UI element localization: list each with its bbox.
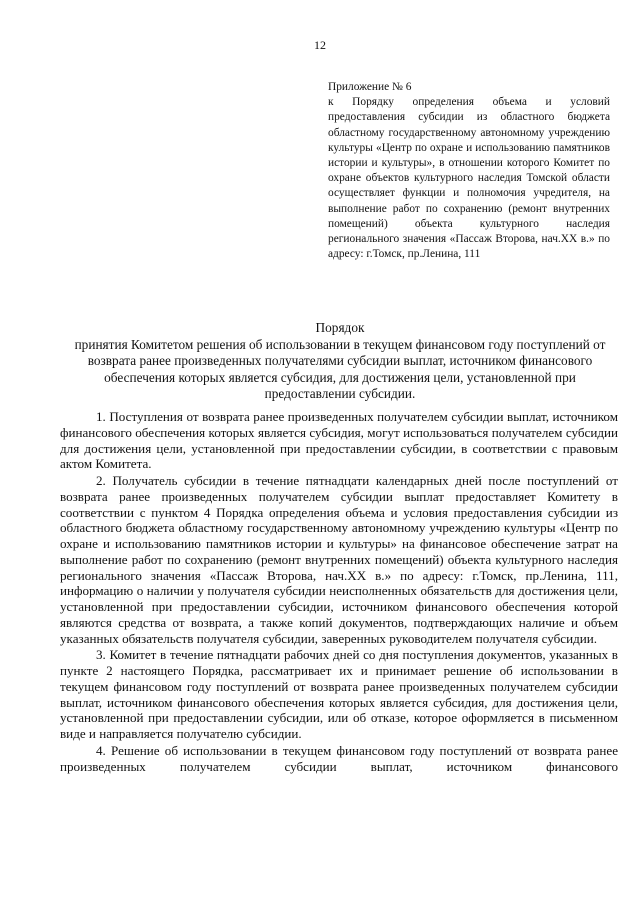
paragraph-3: 3. Комитет в течение пятнадцати рабочих дней со дня поступления документов, указанных в пункте 2 настоящего Порядка, рассматривает их и принимает решение об использовании в текущем финансовом году поступлений от возврата ранее произведенных получателем субсидии выплат, источником финансового обеспечения которых является субсидия, для достижения цели, установленной при предоставлении субсидии, или об отказе, которое оформляется в письменном виде и направляется получателю субсидии. bbox=[60, 647, 618, 741]
document-subtitle: принятия Комитетом решения об использовании в текущем финансовом году поступлений от возврата ранее произведенных получателями субсидии выплат, источником финансового обеспечения которых является субсидия, для достижения цели, установленной при предоставлении субсидии. bbox=[74, 336, 606, 402]
page-number: 12 bbox=[314, 38, 326, 52]
paragraph-4: 4. Решение об использовании в текущем финансовом году поступлений от возврата ранее произведенных получателем субсидии выплат, источником финансового bbox=[60, 742, 618, 774]
appendix-block bbox=[328, 80, 610, 262]
paragraph-1: 1. Поступления от возврата ранее произведенных получателем субсидии выплат, источником финансового обеспечения которых является субсидия, могут использоваться получателем субсидии для достижения цели, установленной при предоставлении субсидии, в соответствии с правовым актом Комитета. bbox=[60, 409, 618, 472]
document-title-block bbox=[60, 320, 620, 403]
document-body bbox=[60, 409, 618, 775]
paragraph-2: 2. Получатель субсидии в течение пятнадцати календарных дней после поступлений от возврата ранее произведенных получателем субсидии выплат предоставляет Комитету в соответствии с пунктом 4 Порядка определения объема и условия предоставления субсидии из областного бюджета областному государственному автономному учреждению культуры «Центр по охране и использованию памятников истории и культуры» на финансовое обеспечение затрат на выполнение работ по сохранению (ремонт внутренних помещений) объекта культурного наследия регионального значения «Пассаж Второва, нач.XX в.» по адресу: г.Томск, пр.Ленина, 111, информацию о наличии у получателя субсидии неисполненных обязательств для достижения цели, установленной при предоставлении субсидии, источником финансового обеспечения которой являются средства от возврата, а также копий документов, подтверждающих наличие и объем указанных обязательств получателя субсидии, заверенных руководителем получателя субсидии. bbox=[60, 473, 618, 646]
document-heading: Порядок bbox=[315, 320, 365, 335]
appendix-title: Приложение № 6 bbox=[328, 81, 412, 93]
appendix-text: к Порядку определения объема и условий предоставления субсидии из областного бюджета областному государственному автономному учреждению культуры «Центр по охране и использованию памятников истории и культуры», в отношении которого Комитет по охране объектов культурного наследия Томской области осуществляет функции и полномочия учредителя, на выполнение работ по сохранению (ремонт внутренних помещений) объекта культурного наследия регионального значения «Пассаж Второва, нач.XX в.» по адресу: г.Томск, пр.Ленина, 111 bbox=[328, 96, 610, 261]
